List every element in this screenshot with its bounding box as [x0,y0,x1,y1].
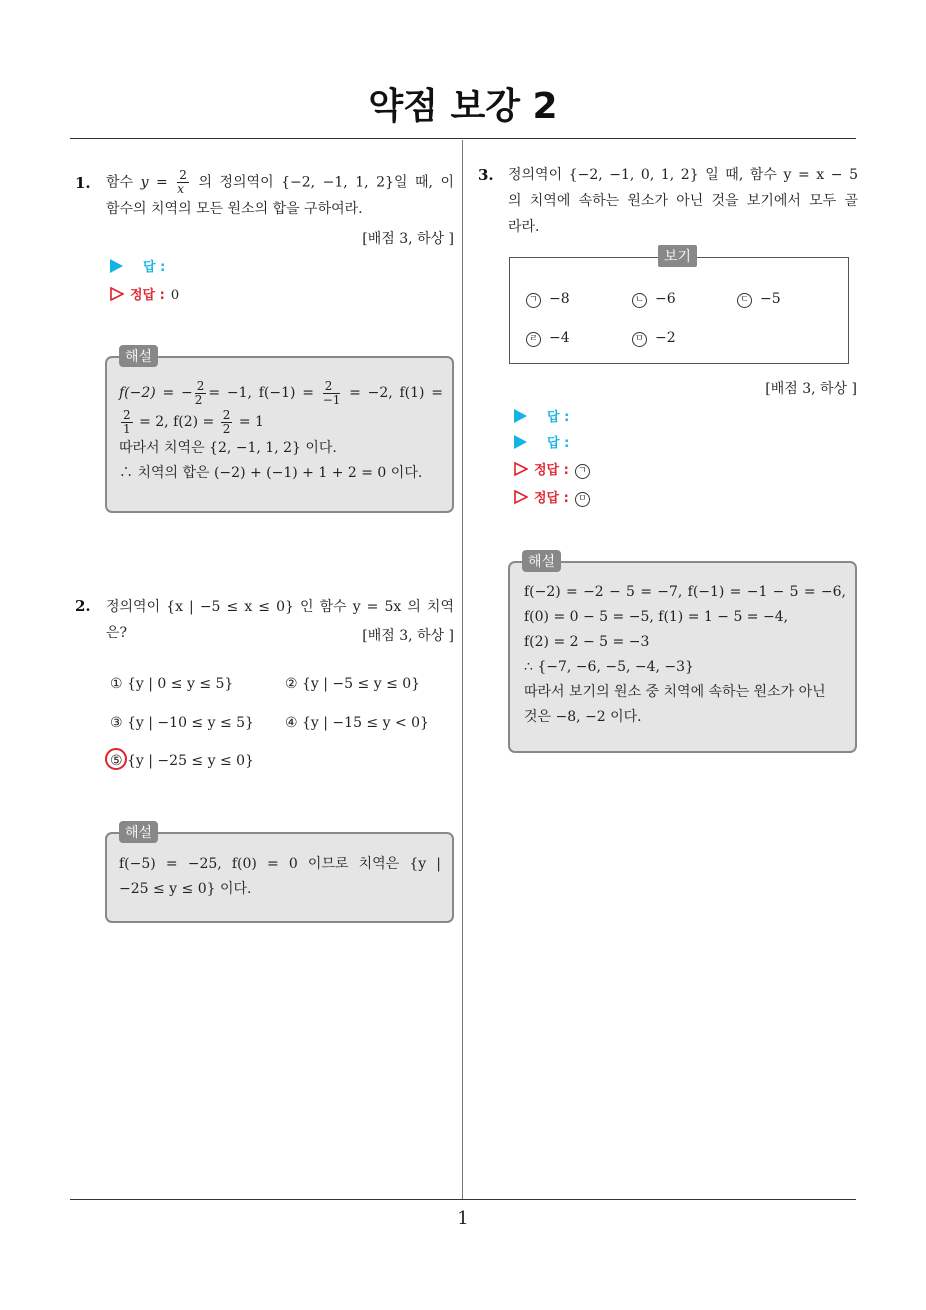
bogi-box [509,257,849,364]
bogi-item-2: ㄴ −6 [632,291,676,308]
q3-correct-row-2 [514,487,598,507]
q3-correct-value-2: ㅁ [575,492,590,507]
q3-line3: 라라. [508,219,540,235]
outline-triangle-icon [514,462,528,476]
page-title: 약점 보강 2 [368,86,558,127]
q3-correct-value-1: ㄱ [575,464,590,479]
q1-correct-label: 정답 : [130,288,165,303]
q1-sol-line1: f(−2) = − $\frac{2}{2}$ = −1, f(−1) = $\frac{2}{-1}$ = −2, f(1) = [119,378,443,407]
q1-fraction: $\frac{2}{x}$ [177,168,187,196]
filled-triangle-icon [514,435,527,449]
top-divider [70,138,856,139]
q2-sol-line1: f(−5) = −25, f(0) = 0 이므로 치역은 {y | [119,856,441,872]
q3-correct-label-2: 정답 : [534,491,569,506]
q3-answer-row-1 [514,406,569,425]
q2-solution-tag: 해설 [119,821,158,843]
q1-answer-label: 답 : [143,260,166,275]
outline-triangle-icon [110,287,124,301]
q3-sol-line4: ∴ {−7, −6, −5, −4, −3} [524,659,694,675]
q2-solution-body [119,852,441,902]
q2-option-3[interactable]: ③ {y | −10 ≤ y ≤ 5} [110,715,254,731]
q3-answer-label-1: 답 : [547,410,570,425]
q1-correct-value: 0 [170,288,180,303]
q2-line1: 정의역이 {x | −5 ≤ x ≤ 0} 인 함수 y = 5x 의 치역 [106,599,454,615]
q3-correct-row-1 [514,459,598,479]
q3-solution-body [524,580,846,730]
q2-solution-box [105,825,454,923]
q1-sol-line4: ∴ 치역의 합은 (−2) + (−1) + 1 + 2 = 0 이다. [119,465,423,481]
page-number: 1 [457,1208,469,1229]
q3-answer-row-2 [514,432,569,451]
q1-solution-box [105,349,454,513]
q3-answer-label-2: 답 : [547,436,570,451]
q2-score: [배점 3, 하상 ] [362,628,454,644]
q2-line2: 은? [106,625,128,641]
q1-number: 1. [75,174,91,192]
q1-sol-line3: 따라서 치역은 {2, −1, 1, 2} 이다. [119,440,337,456]
q1-solution-tag: 해설 [119,345,158,367]
q3-sol-line2: f(0) = 0 − 5 = −5, f(1) = 1 − 5 = −4, [524,609,789,625]
q3-sol-line3: f(2) = 2 − 5 = −3 [524,634,650,650]
q1-line2: 함수의 치역의 모든 원소의 합을 구하여라. [106,201,363,217]
q3-sol-line1: f(−2) = −2 − 5 = −7, f(−1) = −1 − 5 = −6, [524,584,846,600]
q2-sol-line2: −25 ≤ y ≤ 0} 이다. [119,881,252,897]
filled-triangle-icon [110,259,123,273]
q3-score: [배점 3, 하상 ] [765,381,857,397]
q2-number: 2. [75,597,91,615]
q3-sol-line6: 것은 −8, −2 이다. [524,709,642,725]
filled-triangle-icon [514,409,527,423]
q1-solution-body [119,378,443,486]
q1-sol-line2: $\frac{2}{1}$ = 2, f(2) = $\frac{2}{2}$ = 1 [123,407,264,436]
q2-option-5[interactable]: ⑤ {y | −25 ≤ y ≤ 0} [110,753,254,769]
bogi-item-1: ㄱ −8 [526,291,570,308]
q3-sol-line5: 따라서 보기의 원소 중 치역에 속하는 원소가 아닌 [524,684,826,700]
q3-correct-label-1: 정답 : [534,463,569,478]
bogi-item-3: ㄷ −5 [737,291,781,308]
q3-number: 3. [478,166,494,184]
q1-correct-row [110,284,179,303]
q1-answer-row [110,256,165,275]
q3-line2: 의 치역에 속하는 원소가 아닌 것을 보기에서 모두 골 [508,193,858,209]
q2-option-1[interactable]: ① {y | 0 ≤ y ≤ 5} [110,676,234,692]
q3-solution-box [508,554,857,753]
correct-answer-circle-icon [105,748,127,770]
column-divider [462,140,463,1200]
q1-score: [배점 3, 하상 ] [362,231,454,247]
bottom-divider [70,1199,856,1200]
q2-option-2[interactable]: ② {y | −5 ≤ y ≤ 0} [285,676,421,692]
q1-line1: 함수 y = $\frac{2}{x}$ 의 정의역이 {−2, −1, 1, 2}일 때, 이 [106,168,455,196]
bogi-tag: 보기 [658,245,697,267]
q3-solution-tag: 해설 [522,550,561,572]
bogi-item-5: ㅁ −2 [632,330,676,347]
q2-option-4[interactable]: ④ {y | −15 ≤ y < 0} [285,715,429,731]
bogi-item-4: ㄹ −4 [526,330,570,347]
outline-triangle-icon [514,490,528,504]
q3-line1: 정의역이 {−2, −1, 0, 1, 2} 일 때, 함수 y = x − 5 [508,167,858,183]
